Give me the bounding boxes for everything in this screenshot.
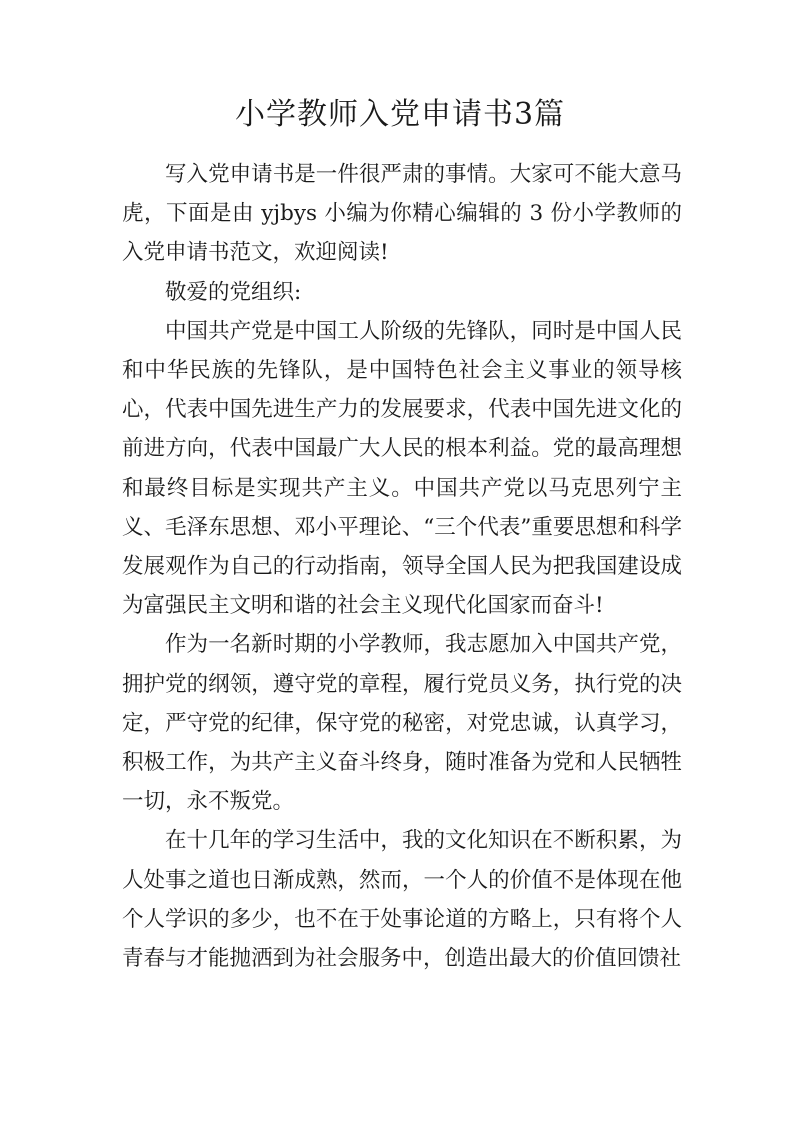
- document-body: [122, 155, 682, 978]
- intro-paragraph: 写入党申请书是一件很严肃的事情。大家可不能大意马虎，下面是由 yjbys 小编为你精心编辑的 3 份小学教师的入党申请书范文，欢迎阅读!: [122, 162, 682, 266]
- body-paragraph: 作为一名新时期的小学教师，我志愿加入中国共产党，拥护党的纲领，遵守党的章程，履行党员义务，执行党的决定，严守党的纪律，保守党的秘密，对党忠诚，认真学习，积极工作，为共产主义奋斗终身，随时准备为党和人民牺牲一切，永不叛党。: [122, 632, 682, 815]
- salutation: 敬爱的党组织:: [165, 279, 302, 305]
- body-paragraph: 在十几年的学习生活中，我的文化知识在不断积累，为人处事之道也日渐成熟，然而，一个人的价值不是体现在他个人学识的多少，也不在于处事论道的方略上，只有将个人青春与才能抛洒到为社会服务中，创造出最大的价值回馈社: [122, 828, 682, 972]
- document-title: 小学教师入党申请书3篇: [234, 97, 566, 132]
- body-paragraph: 中国共产党是中国工人阶级的先锋队，同时是中国人民和中华民族的先锋队，是中国特色社会主义事业的领导核心，代表中国先进生产力的发展要求，代表中国先进文化的前进方向，代表中国最广大人民的根本利益。党的最高理想和最终目标是实现共产主义。中国共产党以马克思列宁主义、毛泽东思想、邓小平理论、“三个代表”重要思想和科学发展观作为自己的行动指南，领导全国人民为把我国建设成为富强民主文明和谐的社会主义现代化国家而奋斗!: [122, 318, 682, 619]
